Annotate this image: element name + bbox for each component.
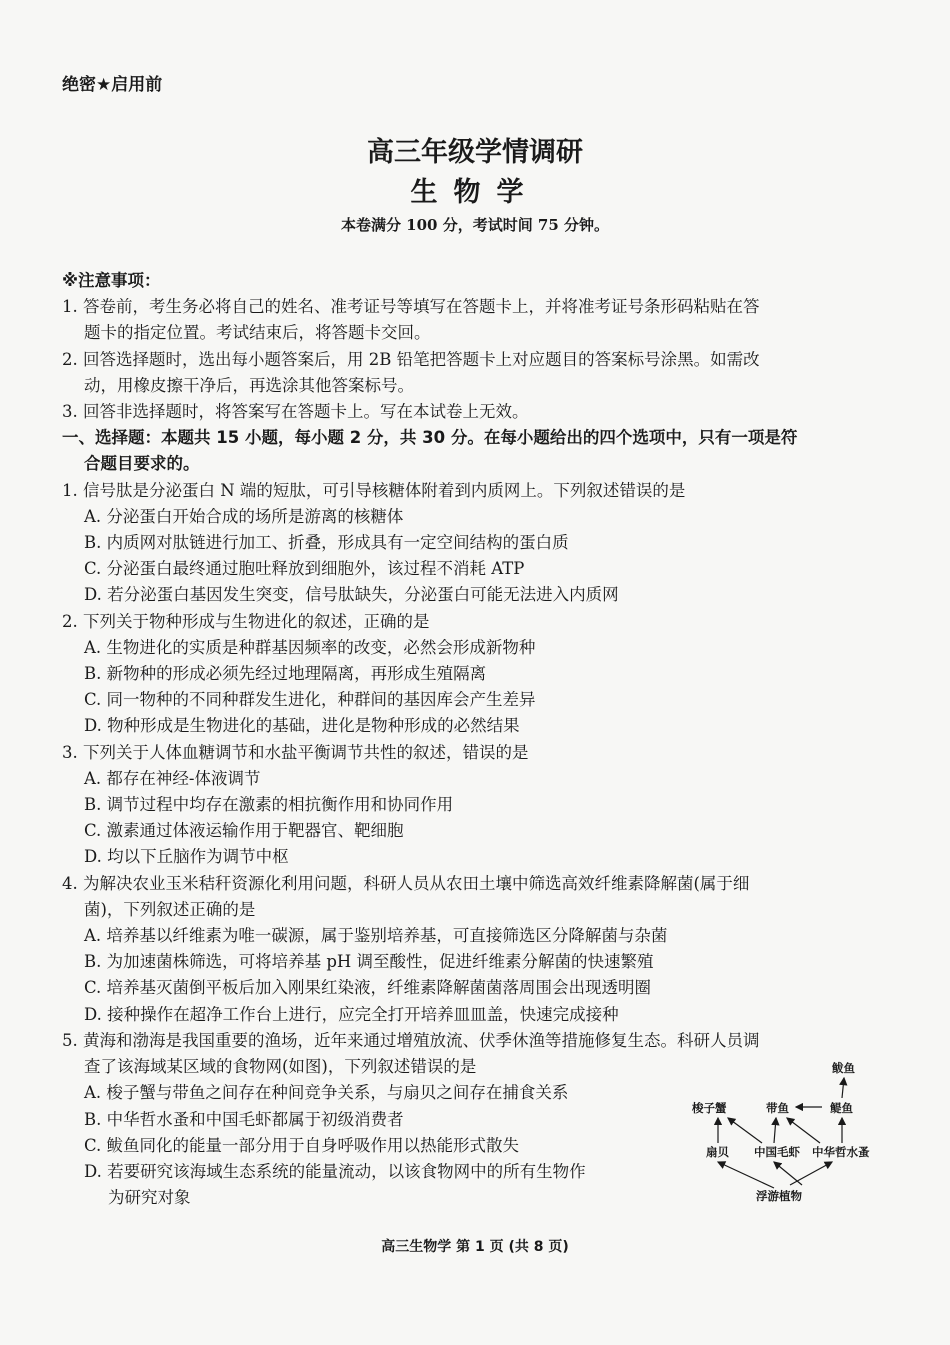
- subject-title: 生物学: [410, 177, 540, 208]
- question-3-stem: 3. 下列关于人体血糖调节和水盐平衡调节共性的叙述，错误的是: [62, 742, 529, 762]
- notice-item: 3. 回答非选择题时，将答案写在答题卡上。写在本试卷上无效。: [62, 402, 529, 422]
- question-3-option-a: A. 都存在神经-体液调节: [84, 768, 261, 788]
- question-4-option-c: C. 培养基灭菌倒平板后加入刚果红染液，纤维素降解菌菌落周围会出现透明圈: [84, 978, 652, 998]
- question-4-stem: 4. 为解决农业玉米秸秆资源化利用问题，科研人员从农田土壤中筛选高效纤维素降解菌(属于细: [62, 873, 750, 893]
- question-1-option-a: A. 分泌蛋白开始合成的场所是游离的核糖体: [84, 506, 404, 526]
- exam-title: 高三年级学情调研: [367, 137, 583, 168]
- node-shrimp: 中国毛虾: [754, 1145, 800, 1159]
- question-3-option-b: B. 调节过程中均存在激素的相抗衡作用和协同作用: [84, 795, 454, 815]
- node-copepod: 中华哲水蚤: [812, 1145, 870, 1159]
- question-3-option-d: D. 均以下丘脑作为调节中枢: [84, 847, 289, 867]
- question-5-stem: 5. 黄海和渤海是我国重要的渔场，近年来通过增殖放流、伏季休渔等措施修复生态。科研人员调: [62, 1030, 760, 1050]
- page-footer: 高三生物学 第 1 页 (共 8 页): [381, 1239, 569, 1255]
- notice-item: 2. 回答选择题时，选出每小题答案后，用 2B 铅笔把答题卡上对应题目的答案标号涂黑。如需改: [62, 349, 760, 369]
- question-2-option-c: C. 同一物种的不同种群发生进化，种群间的基因库会产生差异: [84, 690, 536, 710]
- secret-label: 绝密★启用前: [62, 75, 163, 95]
- question-4-option-b: B. 为加速菌株筛选，可将培养基 pH 调至酸性，促进纤维素分解菌的快速繁殖: [84, 952, 654, 972]
- food-web-arrow: [787, 1118, 820, 1143]
- notice-item-cont: 题卡的指定位置。考试结束后，将答题卡交回。: [84, 323, 431, 343]
- food-web-arrow: [842, 1078, 844, 1098]
- food-web-arrow: [790, 1162, 832, 1185]
- question-5-option-d: D. 若要研究该海域生态系统的能量流动，以该食物网中的所有生物作: [84, 1161, 586, 1181]
- node-mackerel: 鲅鱼: [832, 1061, 855, 1075]
- question-1-stem: 1. 信号肽是分泌蛋白 N 端的短肽，可引导核糖体附着到内质网上。下列叙述错误的是: [62, 480, 686, 500]
- food-web-diagram: [682, 1058, 882, 1208]
- notice-heading: ※注意事项：: [62, 271, 161, 290]
- section-heading: 一、选择题：本题共 15 小题，每小题 2 分，共 30 分。在每小题给出的四个选项中，只有一项是符: [62, 428, 798, 448]
- question-5-options: [62, 1080, 682, 1211]
- question-5-option-b: B. 中华哲水蚤和中国毛虾都属于初级消费者: [84, 1109, 404, 1129]
- node-crab: 梭子蟹: [692, 1101, 727, 1115]
- question-3-option-c: C. 激素通过体液运输作用于靶器官、靶细胞: [84, 821, 404, 841]
- node-anchovy: 鳀鱼: [830, 1101, 853, 1115]
- notice-item-cont: 动，用橡皮擦干净后，再选涂其他答案标号。: [84, 375, 414, 395]
- node-hairtail: 带鱼: [766, 1101, 789, 1115]
- question-2-option-d: D. 物种形成是生物进化的基础，进化是物种形成的必然结果: [84, 716, 520, 736]
- question-2-stem: 2. 下列关于物种形成与生物进化的叙述，正确的是: [62, 611, 430, 631]
- question-2-option-b: B. 新物种的形成必须先经过地理隔离，再形成生殖隔离: [84, 664, 487, 684]
- food-web-arrow: [774, 1118, 776, 1143]
- question-2-option-a: A. 生物进化的实质是种群基因频率的改变，必然会形成新物种: [84, 637, 536, 657]
- food-web-arrow: [728, 1118, 762, 1143]
- question-1-option-c: C. 分泌蛋白最终通过胞吐释放到细胞外，该过程不消耗 ATP: [84, 559, 525, 579]
- question-1-option-b: B. 内质网对肽链进行加工、折叠，形成具有一定空间结构的蛋白质: [84, 533, 569, 553]
- node-plankton: 浮游植物: [756, 1189, 802, 1203]
- question-4-option-d: D. 接种操作在超净工作台上进行，应完全打开培养皿皿盖，快速完成接种: [84, 1004, 619, 1024]
- notice-item: 1. 答卷前，考生务必将自己的姓名、准考证号等填写在答题卡上，并将准考证号条形码粘贴在答: [62, 297, 760, 317]
- node-scallop: 扇贝: [706, 1145, 729, 1159]
- question-5-stem-cont: 查了该海域某区域的食物网(如图)，下列叙述错误的是: [84, 1057, 477, 1077]
- exam-info: 本卷满分 100 分，考试时间 75 分钟。: [340, 216, 610, 234]
- food-web-arrow: [774, 1162, 802, 1185]
- question-1-option-d: D. 若分泌蛋白基因发生突变，信号肽缺失，分泌蛋白可能无法进入内质网: [84, 585, 619, 605]
- question-5-option-d-cont: 为研究对象: [108, 1188, 191, 1208]
- question-4-stem-cont: 菌)，下列叙述正确的是: [84, 899, 256, 919]
- question-4-option-a: A. 培养基以纤维素为唯一碳源，属于鉴别培养基，可直接筛选区分降解菌与杂菌: [84, 926, 668, 946]
- section-heading-cont: 合题目要求的。: [84, 454, 200, 474]
- food-web-arrow: [718, 1162, 774, 1188]
- question-5-option-c: C. 鲅鱼同化的能量一部分用于自身呼吸作用以热能形式散失: [84, 1135, 520, 1155]
- question-5-option-a: A. 梭子蟹与带鱼之间存在种间竞争关系，与扇贝之间存在捕食关系: [84, 1083, 569, 1103]
